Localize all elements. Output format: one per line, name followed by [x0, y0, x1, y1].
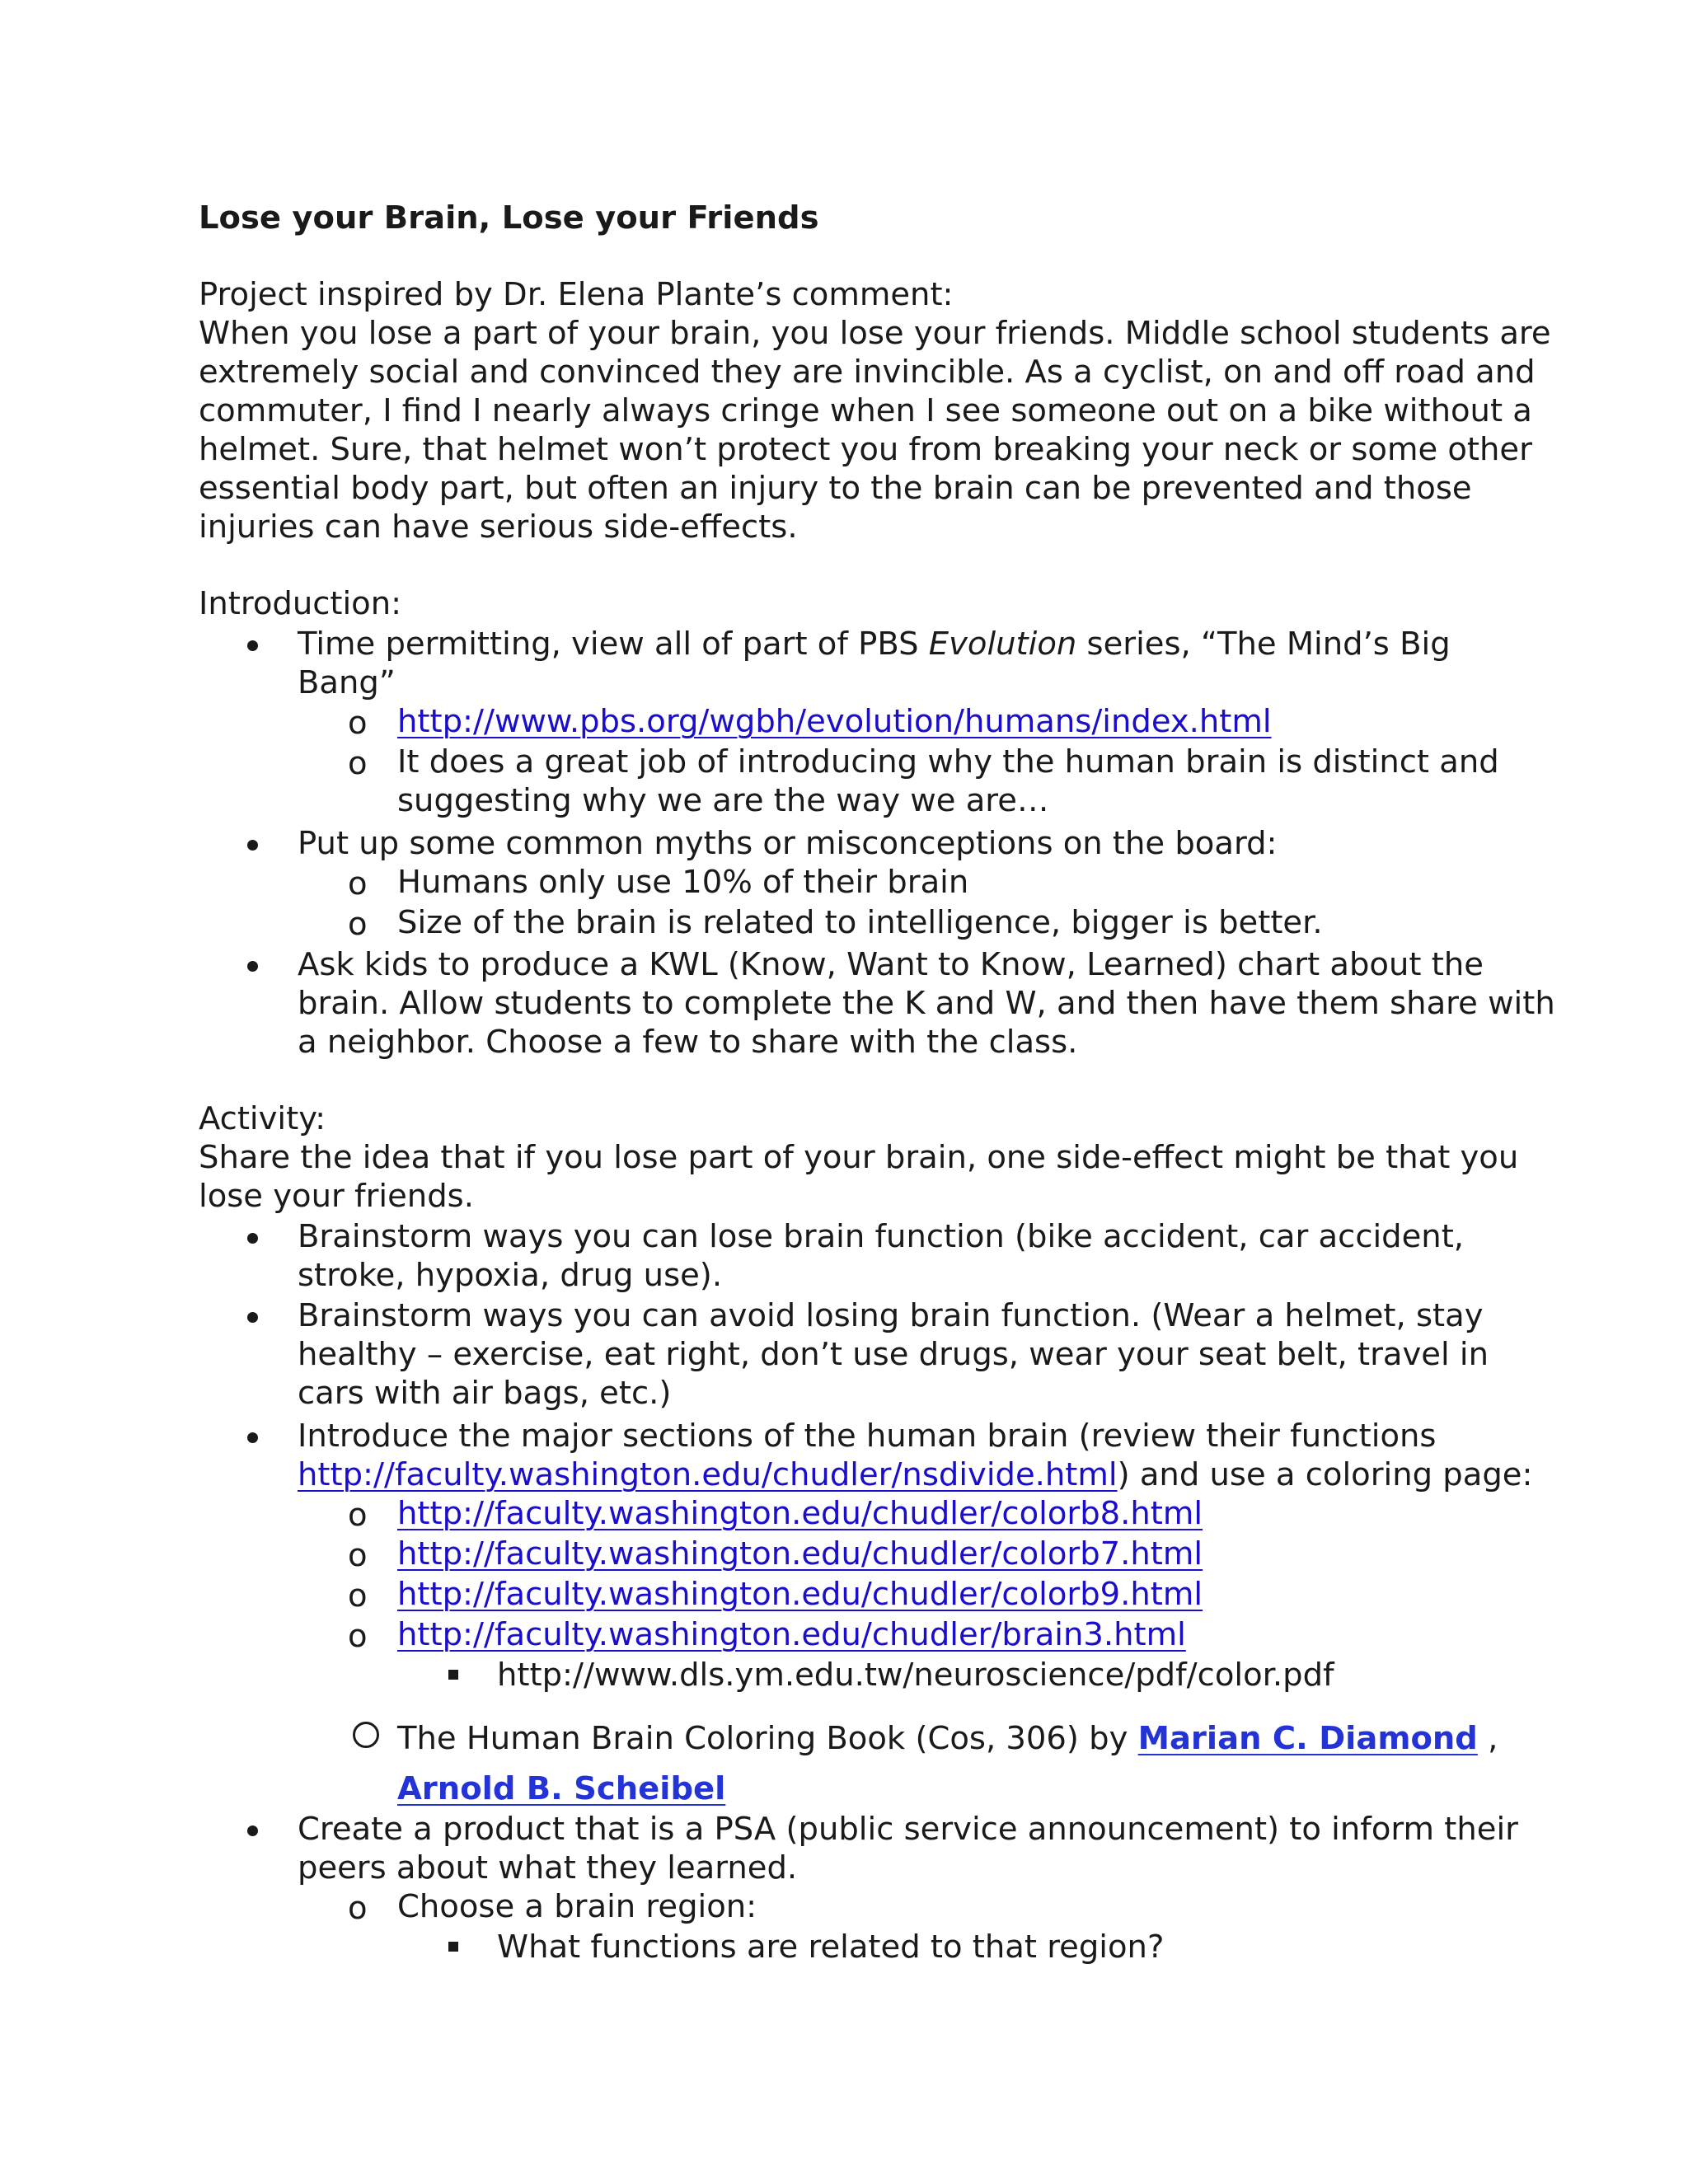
- sub-bullet-icon: o: [348, 1577, 368, 1615]
- activity-bullet-4: Create a product that is a PSA (public service announcement) to inform their: [298, 1811, 1518, 1848]
- document-title: Lose your Brain, Lose your Friends: [199, 199, 819, 237]
- author-link-scheibel[interactable]: Arnold B. Scheibel: [397, 1770, 726, 1807]
- activity-bullet-2: Brainstorm ways you can avoid losing brain function. (Wear a helmet, stay: [298, 1297, 1484, 1334]
- bullet-icon: [247, 640, 258, 651]
- introduction-bullet-1-sub-2-cont: suggesting why we are the way we are…: [397, 782, 1049, 819]
- square-bullet-icon: [448, 1670, 458, 1680]
- pbs-evolution-link[interactable]: http://www.pbs.org/wgbh/evolution/humans/index.html: [397, 703, 1272, 740]
- square-bullet-icon: [448, 1942, 458, 1952]
- coloring-book-line: The Human Brain Coloring Book (Cos, 306) by Marian C. Diamond ,: [397, 1720, 1498, 1757]
- intro-paragraph-line: When you lose a part of your brain, you lose your friends. Middle school students are: [199, 315, 1551, 352]
- intro-heading: Project inspired by Dr. Elena Plante’s comment:: [199, 276, 954, 313]
- intro-paragraph-line: injuries can have serious side-effects.: [199, 509, 798, 546]
- coloring-link[interactable]: http://faculty.washington.edu/chudler/colorb7.html: [397, 1535, 1203, 1572]
- introduction-bullet-2-sub-2: Size of the brain is related to intelligence, bigger is better.: [397, 904, 1323, 941]
- introduction-bullet-2-sub-1: Humans only use 10% of their brain: [397, 864, 969, 901]
- intro-paragraph-line: helmet. Sure, that helmet won’t protect you from breaking your neck or some other: [199, 431, 1532, 468]
- activity-bullet-3-cont: http://faculty.washington.edu/chudler/nsdivide.html) and use a coloring page:: [298, 1456, 1533, 1493]
- introduction-bullet-1: Time permitting, view all of part of PBS Evolution series, “The Mind’s Big: [298, 626, 1451, 663]
- activity-bullet-4-sub-1-sub-1: What functions are related to that region?: [497, 1929, 1165, 1966]
- bullet-icon: [247, 1312, 258, 1323]
- sub-bullet-icon: o: [348, 1537, 368, 1574]
- activity-bullet-1: Brainstorm ways you can lose brain function (bike accident, car accident,: [298, 1218, 1465, 1255]
- introduction-heading: Introduction:: [199, 585, 402, 622]
- activity-bullet-4-cont: peers about what they learned.: [298, 1849, 798, 1886]
- coloring-link[interactable]: http://faculty.washington.edu/chudler/colorb9.html: [397, 1576, 1203, 1613]
- sub-bullet-icon: o: [348, 1890, 368, 1927]
- activity-bullet-2-cont: healthy – exercise, eat right, don’t use drugs, wear your seat belt, travel in: [298, 1336, 1489, 1373]
- sub-bullet-icon: o: [348, 865, 368, 902]
- activity-paragraph-line: lose your friends.: [199, 1178, 474, 1215]
- sub-bullet-icon: o: [348, 1618, 368, 1655]
- activity-bullet-4-sub-1: Choose a brain region:: [397, 1888, 757, 1925]
- introduction-bullet-3-cont: brain. Allow students to complete the K and W, and then have them share with: [298, 985, 1555, 1022]
- bullet-icon: [247, 961, 258, 972]
- color-pdf-text: http://www.dls.ym.edu.tw/neuroscience/pdf/color.pdf: [497, 1657, 1334, 1694]
- sub-bullet-icon: o: [348, 745, 368, 782]
- introduction-bullet-1-sub-2: It does a great job of introducing why the human brain is distinct and: [397, 743, 1499, 780]
- bullet-icon: [247, 1233, 258, 1244]
- introduction-bullet-2: Put up some common myths or misconceptions on the board:: [298, 825, 1278, 862]
- activity-paragraph-line: Share the idea that if you lose part of your brain, one side-effect might be that you: [199, 1139, 1519, 1176]
- sub-bullet-icon: o: [348, 1497, 368, 1534]
- activity-heading: Activity:: [199, 1100, 326, 1137]
- sub-bullet-icon: o: [348, 705, 368, 742]
- sub-bullet-icon: o: [348, 906, 368, 943]
- intro-paragraph-line: extremely social and convinced they are invincible. As a cyclist, on and off road and: [199, 354, 1536, 391]
- author-link-diamond[interactable]: Marian C. Diamond: [1137, 1720, 1478, 1757]
- bullet-icon: [247, 1432, 258, 1443]
- intro-paragraph-line: commuter, I find I nearly always cringe when I see someone out on a bike without a: [199, 392, 1532, 429]
- activity-bullet-3: Introduce the major sections of the human brain (review their functions: [298, 1418, 1437, 1455]
- coloring-link[interactable]: http://faculty.washington.edu/chudler/brain3.html: [397, 1616, 1186, 1653]
- coloring-link[interactable]: http://faculty.washington.edu/chudler/colorb8.html: [397, 1495, 1203, 1532]
- introduction-bullet-1-cont: Bang”: [298, 664, 396, 701]
- introduction-bullet-3-cont: a neighbor. Choose a few to share with the class.: [298, 1024, 1078, 1061]
- bullet-icon: [247, 1825, 258, 1836]
- introduction-bullet-3: Ask kids to produce a KWL (Know, Want to Know, Learned) chart about the: [298, 946, 1484, 983]
- activity-bullet-2-cont: cars with air bags, etc.): [298, 1375, 672, 1412]
- activity-bullet-1-cont: stroke, hypoxia, drug use).: [298, 1257, 723, 1294]
- bullet-icon: [247, 840, 258, 851]
- intro-paragraph-line: essential body part, but often an injury to the brain can be prevented and those: [199, 470, 1472, 507]
- hollow-circle-bullet-icon: [353, 1722, 379, 1748]
- nsdivide-link[interactable]: http://faculty.washington.edu/chudler/nsdivide.html: [298, 1456, 1118, 1493]
